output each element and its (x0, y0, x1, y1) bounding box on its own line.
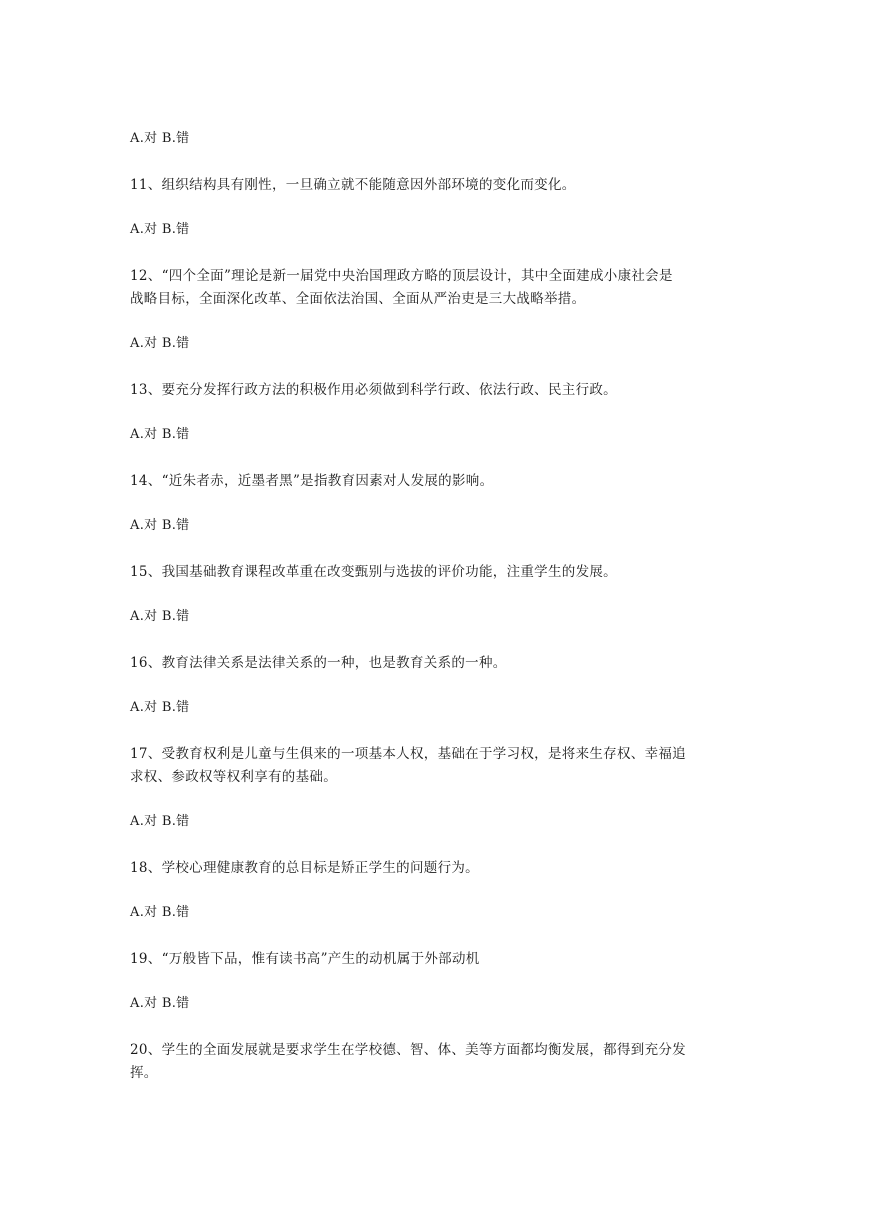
question-15: 15、我国基础教育课程改革重在改变甄别与选拔的评价功能，注重学生的发展。 (130, 564, 617, 580)
question-17-line-1: 17、受教育权利是儿童与生俱来的一项基本人权，基础在于学习权，是将来生存权、幸福追 (130, 746, 686, 762)
question-12-line-2: 战略目标，全面深化改革、全面依法治国、全面从严治吏是三大战略举措。 (130, 291, 586, 307)
answer-options-18: A.对 B.错 (130, 905, 190, 920)
question-20-line-2: 挥。 (130, 1065, 158, 1081)
answer-options-13: A.对 B.错 (130, 427, 190, 442)
question-14: 14、“近朱者赤，近墨者黑”是指教育因素对人发展的影响。 (130, 473, 494, 489)
answer-options-10: A.对 B.错 (130, 131, 190, 146)
question-12-line-1: 12、“四个全面”理论是新一届党中央治国理政方略的顶层设计，其中全面建成小康社会是 (130, 268, 673, 284)
question-17-line-2: 求权、参政权等权利享有的基础。 (130, 769, 337, 785)
answer-options-11: A.对 B.错 (130, 222, 190, 237)
question-20-line-1: 20、学生的全面发展就是要求学生在学校德、智、体、美等方面都均衡发展，都得到充分发 (130, 1042, 686, 1058)
question-18: 18、学校心理健康教育的总目标是矫正学生的问题行为。 (130, 860, 479, 876)
answer-options-16: A.对 B.错 (130, 700, 190, 715)
question-13: 13、要充分发挥行政方法的积极作用必须做到科学行政、依法行政、民主行政。 (130, 382, 617, 398)
answer-options-14: A.对 B.错 (130, 518, 190, 533)
answer-options-12: A.对 B.错 (130, 336, 190, 351)
question-19: 19、“万般皆下品，惟有读书高”产生的动机属于外部动机 (130, 951, 480, 967)
question-16: 16、教育法律关系是法律关系的一种，也是教育关系的一种。 (130, 655, 507, 671)
answer-options-17: A.对 B.错 (130, 814, 190, 829)
answer-options-15: A.对 B.错 (130, 609, 190, 624)
answer-options-19: A.对 B.错 (130, 996, 190, 1011)
question-11: 11、组织结构具有刚性，一旦确立就不能随意因外部环境的变化而变化。 (130, 177, 576, 193)
